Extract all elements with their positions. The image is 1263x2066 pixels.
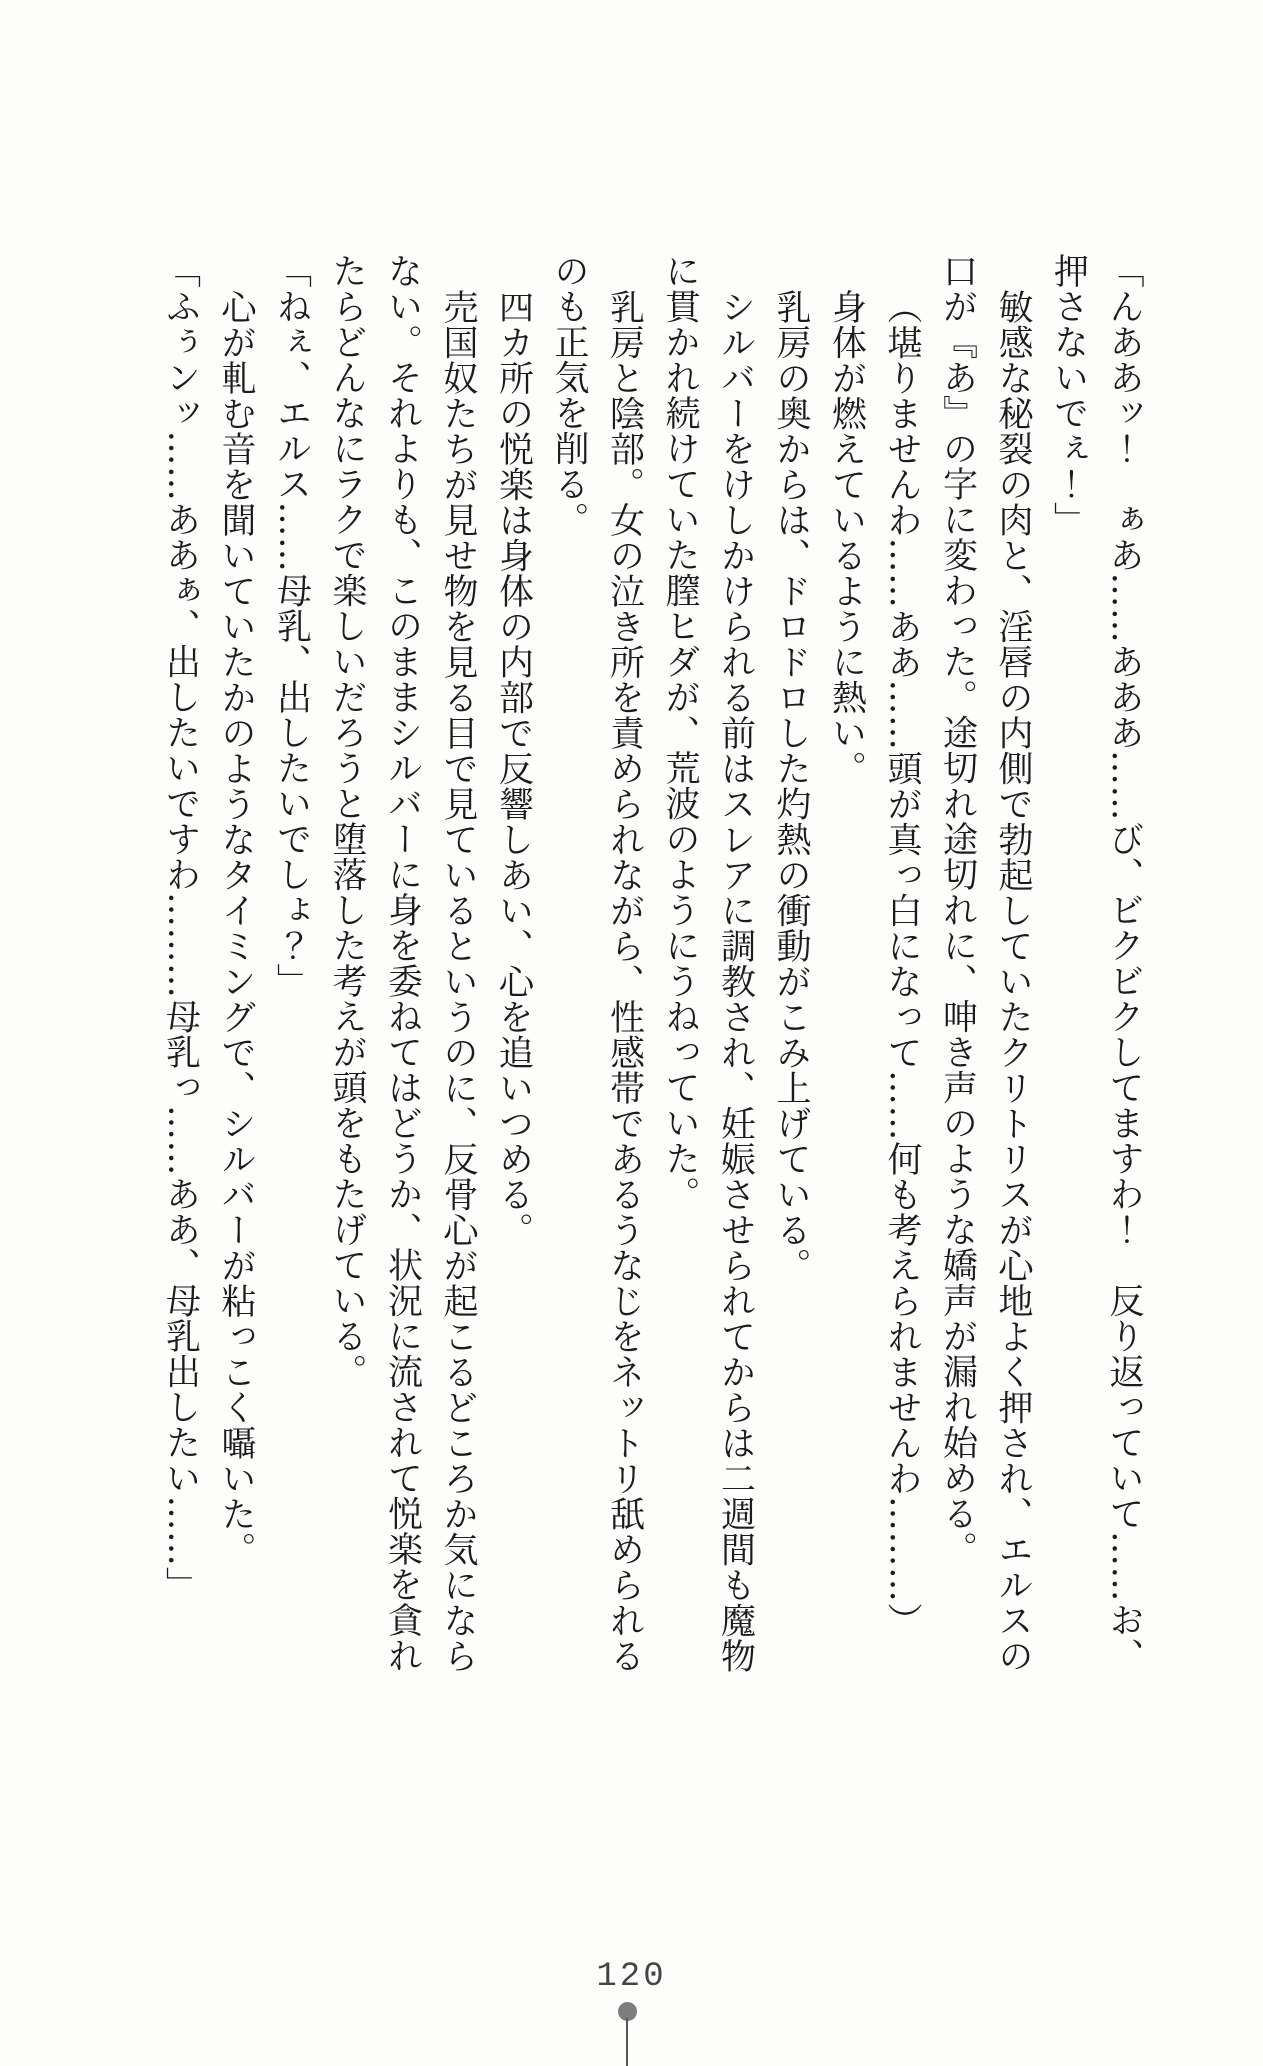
text-line-4: 口が『あ』の字に変わった。途切れ途切れに、呻き声のような嬌声が漏れ始める。 <box>937 253 978 1567</box>
text-line-7: 乳房の奥からは、ドロドロした灼熱の衝動がこみ上げている。 <box>771 289 811 1283</box>
vertical-text-block <box>152 253 1151 1693</box>
text-line-1: 「んああッ！ ぁあ……あああ……び、ビクビクしてますわ！ 反り返っていて……お、 <box>1104 253 1144 1673</box>
text-line-13: 売国奴たちが見せ物を見る目で見ているというのに、反骨心が起こるどころか気になら <box>438 289 478 1674</box>
text-line-15: たらどんなにラクで楽しいだろうと堕落した考えが頭をもたげている。 <box>327 253 367 1389</box>
text-line-16: 「ねぇ、エルス……母乳、出したいでしょ？」 <box>271 253 312 999</box>
text-line-2: 押さないでぇ！」 <box>1048 253 1089 537</box>
page-number: 120 <box>596 1958 667 1996</box>
text-line-17: 心が軋む音を聞いていたかのようなタイミングで、シルバーが粘っこく囁いた。 <box>216 289 256 1567</box>
text-line-14: ない。それよりも、このままシルバーに身を委ねてはどうか、状況に流されて悦楽を貪れ <box>382 253 423 1673</box>
page-marker-line <box>626 2018 628 2066</box>
text-line-3: 敏感な秘裂の肉と、淫唇の内側で勃起していたクリトリスが心地よく押され、エルスの <box>993 289 1033 1674</box>
text-line-6: 身体が燃えているように熱い。 <box>826 289 867 786</box>
text-line-9: に貫かれ続けていた膣ヒダが、荒波のようにうねっていた。 <box>660 253 700 1212</box>
text-line-10: 乳房と陰部。女の泣き所を責められながら、性感帯であるうなじをネットリ舐められる <box>604 289 645 1674</box>
text-line-12: 四カ所の悦楽は身体の内部で反響しあい、心を追いつめる。 <box>493 289 534 1248</box>
text-line-11: のも正気を削る。 <box>549 253 589 537</box>
text-line-5: （堪りませんわ……ああ……頭が真っ白になって……何も考えられませんわ………） <box>882 289 922 1638</box>
text-line-8: シルバーをけしかけられる前はスレアに調教され、妊娠させられてからは二週間も魔物 <box>715 289 756 1674</box>
text-line-18: 「ふぅンッ……ああぁ、出したいですわ………母乳っ……ああ、母乳出したい……」 <box>160 253 201 1602</box>
